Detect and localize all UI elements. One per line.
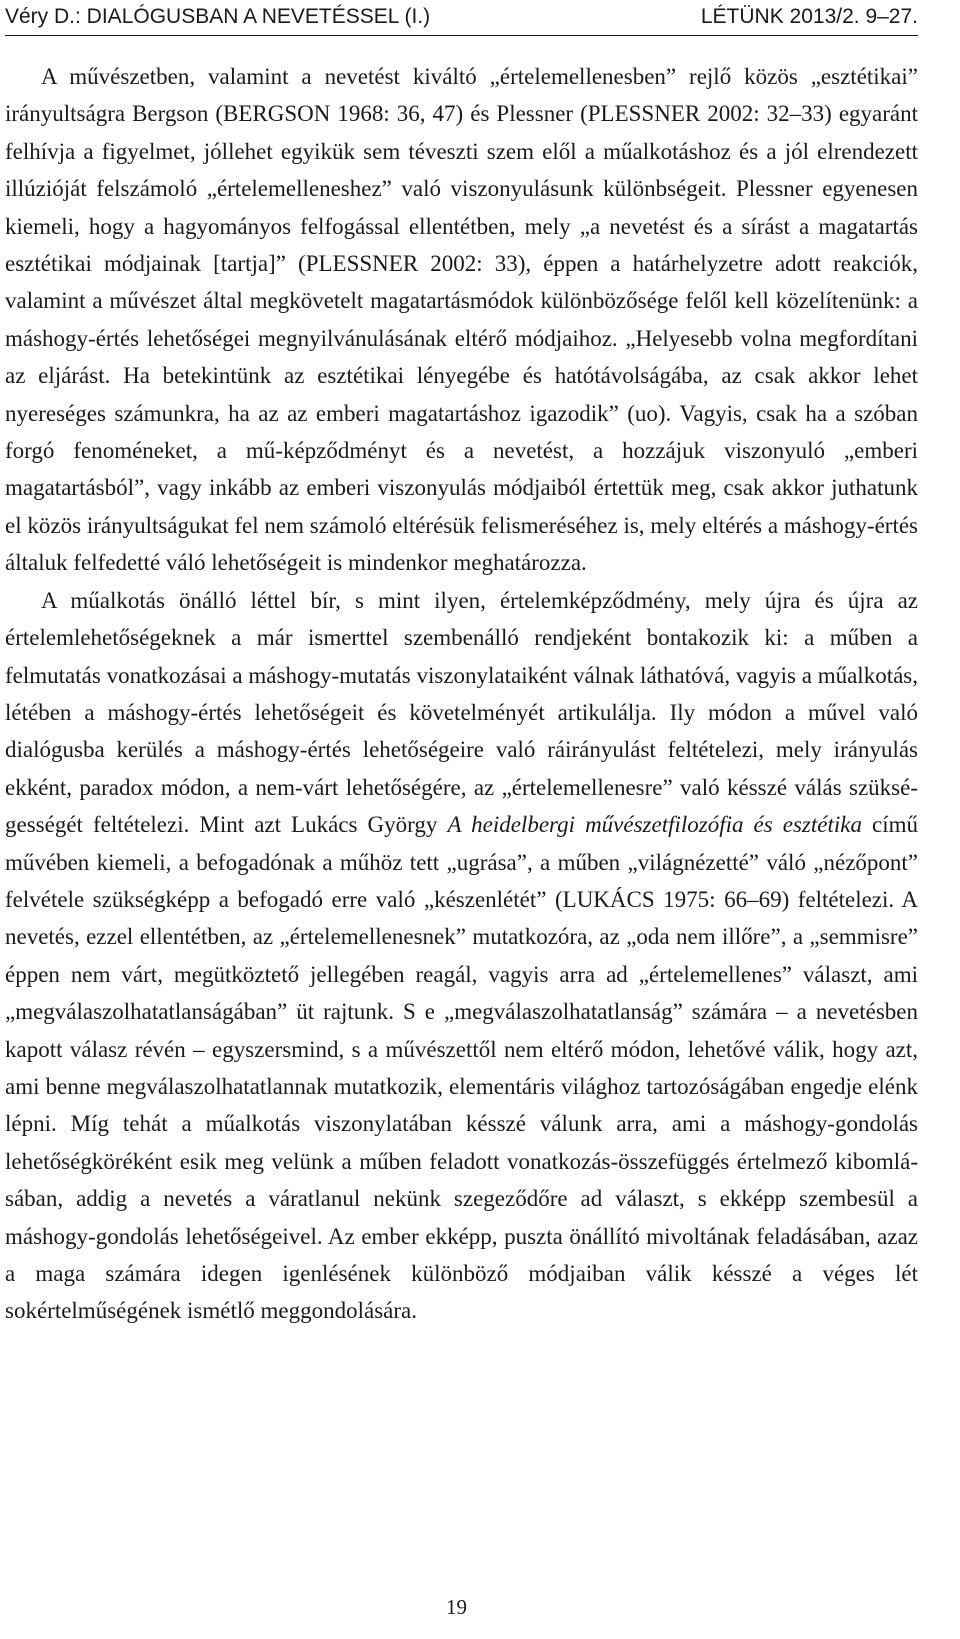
paragraph-2 bbox=[5, 582, 918, 1330]
paragraph-1 bbox=[5, 58, 918, 582]
header-author-title: Véry D.: DIALÓGUSBAN A NEVETÉSSEL (I.) bbox=[5, 5, 431, 28]
paragraph-2-text-b: című művében kiemeli, a befogadónak a műhöz tett „ugrása”, a műben „világnézetté” váló „nézőpont” felvétele szükségképp a befogadó erre való „készenlétét” (LUKÁCS 1975: 66–69) feltételezi. A nevetés, ezzel ellentétben, az „értelemellenesnek” mutatkozóra, az „oda nem illőre”, a „semmisre” éppen nem várt, megütköztető jellegében reagál, vagyis arra ad „értelemellenes” választ, ami „megválaszolhatatlanságában” üt rajtunk. S e „megválaszolhatatlanság” számára – a nevetésben kapott válasz révén – egyszersmind, s a művészettől nem eltérő módon, lehetővé válik, hogy azt, ami benne megválaszolhatatlannak mutatkozik, elementáris világhoz tartozóságában engedje elénk lépni. Míg tehát a műalkotás viszonylatában késszé válunk arra, ami a máshogy-gondolás lehetőségköréként esik meg velünk a műben feladott vonatkozás-összefüggés értelmező kibomlásában, addig a nevetés a váratlanul nekünk szegeződőre ad választ, s ekképp szembesül a máshogy-gondolás lehetőségeivel. Az ember ekképp, puszta önállító mivoltának feladásában, azaz a maga számára idegen igenlésének különböző módjaiban válik késszé a véges lét sokértelműségének ismétlő meggondolására. bbox=[5, 812, 918, 1324]
document-page bbox=[5, 0, 918, 1330]
paragraph-1-text: A művészetben, valamint a nevetést kiváltó „értelemellenesben” rejlő közös „esztétikai” irányultságra Bergson (BERGSON 1968: 36, 47) és Plessner (PLESSNER 2002: 32–33) egyaránt felhívja a figyelmet, jóllehet egyikük sem téveszti szem elől a műalkotáshoz és a jól elrendezett illúzióját felszámoló „értelemelleneshez” való viszonyulásunk különbségeit. Plessner egyenesen kiemeli, hogy a hagyományos felfogással ellentétben, mely „a nevetést és a sírást a magatartás esztétikai módjainak [tartja]” (PLESSNER 2002: 33), éppen a határhelyzetre adott reakciók, valamint a művészet által megkövetelt magatartásmódok különbözősége felől kell közelítenünk: a máshogy-értés lehetőségei megnyilvánulásának eltérő módjaihoz. „Helyesebb volna megfordítani az eljárást. Ha betekintünk az esztétikai lényegébe és hatótávolságába, az csak akkor lehet nyereséges számunkra, ha az az emberi magatartáshoz igazodik” (uo). Vagyis, csak ha a szóban forgó fenoméneket, a mű-képződményt és a nevetést, a hozzájuk viszonyuló „emberi magatartásból”, vagy inkább az emberi viszonyulás módjaiból értettük meg, csak akkor juthatunk el közös irányultságukat fel nem számoló eltérésük felismeréséhez is, mely eltérés a máshogy-értés általuk felfedetté váló lehetőségeit is mindenkor meghatározza. bbox=[5, 64, 918, 576]
header-journal-citation: LÉTÜNK 2013/2. 9–27. bbox=[700, 5, 918, 28]
running-header bbox=[5, 0, 918, 36]
page-number: 19 bbox=[446, 1595, 467, 1619]
book-title-italic: A heidelbergi művészetfilozófia és esztétika bbox=[447, 812, 862, 838]
paragraph-2-text-a: A műalkotás önálló léttel bír, s mint ilyen, értelemképződmény, mely újra és újra az értelemlehetőségeknek a már ismerttel szembenálló rendjeként bontakozik ki: a műben a felmutatás vonatkozásai a máshogy-mutatás viszonylataiként válnak láthatóvá, vagyis a műalkotás, létében a máshogy-értés lehetőségeit és követelményét artikulálja. Ily módon a művel való dialógusba kerülés a máshogy-értés lehetőségeire való ráirányulást feltételezi, mely irányulás ekként, paradox módon, a nem-várt lehetőségére, az „értelemellenesre” való késszé válás szükségességét feltételezi. Mint azt Lukács György bbox=[5, 587, 918, 838]
body-text bbox=[5, 58, 918, 1330]
